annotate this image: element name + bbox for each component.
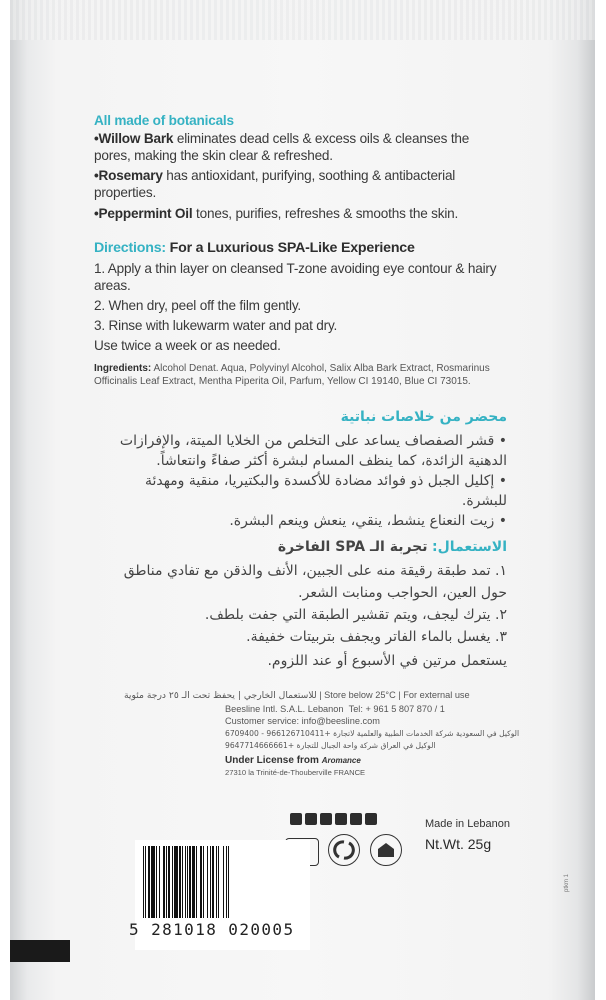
sachet (10, 0, 595, 1000)
pinterest-icon (365, 813, 377, 825)
arabic-line: الدهنية الزائدة، كما ينظف المسام لبشرة أكثر صفاءً وانتعاشاً. (156, 453, 507, 469)
phone: Tel: + 961 5 807 870 / 1 (348, 704, 445, 714)
arabic-line: للبشرة. (461, 493, 507, 509)
license-line (225, 755, 361, 766)
instagram-icon (335, 813, 347, 825)
botanical-item-willow (94, 130, 469, 147)
twitter-icon (305, 813, 317, 825)
youtube-icon (320, 813, 332, 825)
botanical-text: eliminates dead cells & excess oils & cleanses the (176, 131, 470, 146)
arabic-usage-title: تجربة الـ SPA الفاخرة (277, 539, 428, 555)
agent-iq: الوكيل في العراق شركة واحة الجبال للتجارة +9647714666661 (225, 741, 436, 750)
direction-line: 1. Apply a thin layer on cleansed T-zone avoiding eye contour & hairy (94, 261, 497, 276)
green-dot-icon (328, 834, 360, 866)
directions-subtitle: For a Luxurious SPA-Like Experience (169, 240, 415, 256)
direction-line: 3. Rinse with lukewarm water and pat dry. (94, 318, 338, 333)
made-in: Made in Lebanon (425, 818, 511, 830)
arabic-usage-line: يستعمل مرتين في الأسبوع أو عند اللزوم. (267, 653, 507, 669)
arabic-usage-line: ٣. يغسل بالماء الفاتر ويجفف بتربيتات خفيفة. (246, 629, 507, 645)
arabic-heading: محضر من خلاصات نباتية (340, 409, 507, 425)
black-strip (10, 940, 70, 962)
botanicals-heading: All made of botanicals (94, 113, 234, 128)
arabic-usage-label: الاستعمال: (432, 539, 507, 555)
barcode-number: 5 281018 020005 (129, 920, 295, 939)
arabic-usage-header (278, 538, 507, 557)
arabic-usage-line: حول العين، الحواجب ومنابت الشعر. (298, 585, 507, 601)
botanical-name: •Rosemary (94, 168, 163, 183)
direction-line: Use twice a week or as needed. (94, 338, 281, 353)
botanical-item-rosemary (94, 167, 455, 184)
net-weight: Nt.Wt. 25g (425, 836, 492, 852)
botanical-name: •Peppermint Oil (94, 206, 193, 221)
direction-line: areas. (94, 278, 131, 293)
ingredients-line-2: Officinalis Leaf Extract, Mentha Piperita Oil, Parfum, Yellow CI 19140, Blue CI 73015. (94, 376, 471, 387)
social-icons (290, 812, 380, 830)
agent-sa: الوكيل في السعودية شركة الخدمات الطبية والعلمية لاتجارة +966126710411 - 6709400 (225, 729, 520, 738)
linkedin-icon (350, 813, 362, 825)
arabic-line: • زيت النعناع ينشط، ينقي، ينعش وينعم البشرة. (229, 513, 507, 529)
customer-service: Customer service: info@beesline.com (225, 716, 380, 726)
arabic-line: • قشر الصفصاف يساعد على التخلص من الخلايا الميتة، والإفرازات (119, 433, 507, 449)
ingredients (94, 362, 490, 375)
botanical-name: •Willow Bark (94, 131, 174, 146)
botanical-text: tones, purifies, refreshes & smooths the skin. (196, 206, 459, 221)
company: Beesline Intl. S.A.L. Lebanon (225, 704, 344, 714)
botanical-text: has antioxidant, purifying, soothing & antibacterial (166, 168, 456, 183)
pao-icon (370, 834, 402, 866)
directions-header (94, 240, 415, 257)
license-label: Under License from (225, 755, 319, 766)
directions-label: Directions: (94, 240, 166, 256)
ingredients-label: Ingredients: (94, 363, 152, 374)
licensor-logo: Aromance (321, 756, 361, 765)
storage-line: للاستعمال الخارجي | يحفظ تحت الـ ٢٥ درجة مئوية | Store below 25°C | For external use (124, 690, 470, 701)
storage-en: Store below 25°C (324, 690, 396, 700)
facebook-icon (290, 813, 302, 825)
ingredients-line-1: Alcohol Denat. Aqua, Polyvinyl Alcohol, Salix Alba Bark Extract, Rosmarinus (153, 363, 490, 374)
barcode-bars (143, 846, 303, 918)
botanical-item-peppermint (94, 205, 458, 222)
company-line (225, 704, 445, 715)
botanical-item-rosemary-cont: properties. (94, 185, 157, 200)
arabic-usage-line: ١. تمد طبقة رقيقة منه على الجبين، الأنف والذقن مع تفادي مناطق (123, 563, 507, 579)
top-seal (10, 0, 595, 40)
licensor-address: 27310 la Trinité-de-Thouberville FRANCE (225, 768, 366, 777)
arabic-usage-line: ٢. يترك ليجف، ويتم تقشير الطبقة التي جفت بلطف. (204, 607, 507, 623)
storage-ar: للاستعمال الخارجي | يحفظ تحت الـ ٢٥ درجة مئوية (124, 690, 317, 701)
barcode (129, 840, 310, 950)
arabic-line: • إكليل الجبل ذو فوائد مضادة للأكسدة والبكتيريا، منقية ومهدئة (144, 473, 507, 489)
lot-code: ptkm 1 (564, 873, 571, 893)
direction-line: 2. When dry, peel off the film gently. (94, 298, 301, 313)
external-use: For external use (403, 690, 470, 700)
botanical-item-willow-cont: pores, making the skin clear & refreshed. (94, 148, 333, 163)
